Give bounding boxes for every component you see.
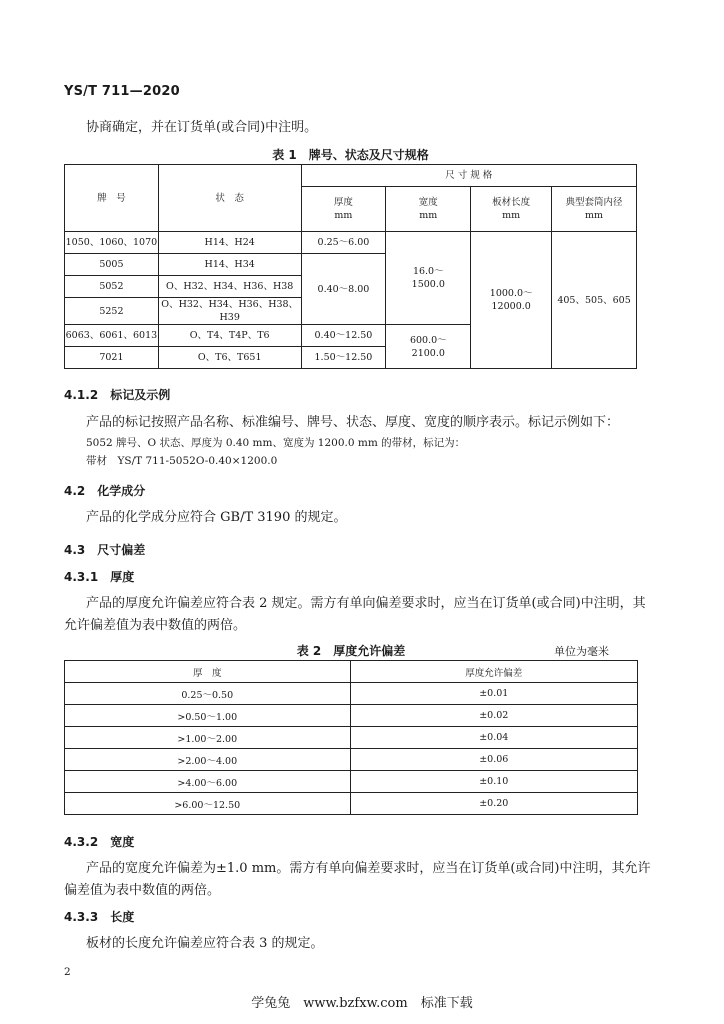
col-header-width: 宽度 mm [386, 187, 471, 232]
grade-cell: 1050、1060、1070 [65, 232, 159, 254]
grade-cell: 6063、6061、6013 [65, 325, 159, 347]
temper-cell: H14、H24 [158, 232, 301, 254]
thickness-cell: 1.50～12.50 [301, 347, 386, 369]
section-4-2-text: 产品的化学成分应符合 GB/T 3190 的规定。 [86, 510, 347, 525]
page-number: 2 [64, 966, 71, 978]
table1-caption: 表 1 牌号、状态及尺寸规格 [272, 148, 429, 162]
section-4-3-3-heading: 4.3.3 长度 [64, 910, 135, 924]
table2-unit: 单位为毫米 [554, 645, 609, 658]
intro-line: 协商确定，并在订货单(或合同)中注明。 [86, 120, 318, 135]
footer-watermark: 学兔兔 www.bzfxw.com 标准下载 [251, 996, 473, 1011]
width-cell: 16.0～ 1500.0 [386, 232, 471, 325]
standard-number-header: YS/T 711—2020 [64, 84, 180, 99]
thickness-cell: >6.00～12.50 [65, 793, 351, 815]
col-header-size-group: 尺 寸 规 格 [301, 165, 636, 187]
thickness-cell: >0.50～1.00 [65, 705, 351, 727]
tolerance-cell: ±0.02 [350, 705, 638, 727]
section-4-3-2-text-line2: 偏差值为表中数值的两倍。 [64, 883, 221, 898]
marking-example: 带材 YS/T 711-5052O-0.40×1200.0 [86, 455, 278, 467]
section-4-3-1-text-line1: 产品的厚度允许偏差应符合表 2 规定。需方有单向偏差要求时，应当在订货单(或合同)中注明，其 [86, 596, 646, 611]
section-4-3-heading: 4.3 尺寸偏差 [64, 543, 146, 557]
section-4-3-2-text-line1: 产品的宽度允许偏差为±1.0 mm。需方有单向偏差要求时，应当在订货单(或合同)中注明，其允许 [86, 861, 651, 876]
thickness-cell: 0.40～8.00 [301, 254, 386, 325]
grade-cell: 5252 [65, 298, 159, 325]
tolerance-cell: ±0.01 [350, 683, 638, 705]
section-4-3-1-heading: 4.3.1 厚度 [64, 570, 135, 584]
col-header-thickness: 厚 度 [65, 661, 351, 683]
marking-example-desc: 5052 牌号、O 状态、厚度为 0.40 mm、宽度为 1200.0 mm 的带材，标记为： [86, 437, 466, 449]
thickness-cell: >4.00～6.00 [65, 771, 351, 793]
thickness-cell: 0.25～0.50 [65, 683, 351, 705]
temper-cell: O、T4、T4P、T6 [158, 325, 301, 347]
tolerance-cell: ±0.10 [350, 771, 638, 793]
temper-cell: O、H32、H34、H36、H38、H39 [158, 298, 301, 325]
tolerance-cell: ±0.06 [350, 749, 638, 771]
temper-cell: O、H32、H34、H36、H38 [158, 276, 301, 298]
section-4-3-2-heading: 4.3.2 宽度 [64, 835, 135, 849]
section-4-1-2-text: 产品的标记按照产品名称、标准编号、牌号、状态、厚度、宽度的顺序表示。标记示例如下： [86, 415, 620, 430]
col-header-grade: 牌 号 [65, 165, 159, 232]
temper-cell: O、T6、T651 [158, 347, 301, 369]
thickness-cell: 0.40～12.50 [301, 325, 386, 347]
section-4-2-heading: 4.2 化学成分 [64, 484, 146, 498]
sleeve-cell: 405、505、605 [552, 232, 637, 369]
table1-grade-temper-size [64, 164, 637, 369]
table2-caption: 表 2 厚度允许偏差 [296, 644, 406, 658]
table2-thickness-tolerance [64, 660, 638, 815]
col-header-sleeve: 典型套筒内径 mm [552, 187, 637, 232]
temper-cell: H14、H34 [158, 254, 301, 276]
grade-cell: 7021 [65, 347, 159, 369]
width-cell: 600.0～ 2100.0 [386, 325, 471, 369]
tolerance-cell: ±0.04 [350, 727, 638, 749]
col-header-length: 板材长度 mm [471, 187, 552, 232]
length-cell: 1000.0～ 12000.0 [471, 232, 552, 369]
grade-cell: 5005 [65, 254, 159, 276]
thickness-cell: 0.25～6.00 [301, 232, 386, 254]
col-header-tolerance: 厚度允许偏差 [350, 661, 638, 683]
tolerance-cell: ±0.20 [350, 793, 638, 815]
thickness-cell: >1.00～2.00 [65, 727, 351, 749]
section-4-1-2-heading: 4.1.2 标记及示例 [64, 388, 171, 402]
section-4-3-3-text: 板材的长度允许偏差应符合表 3 的规定。 [86, 936, 324, 951]
thickness-cell: >2.00～4.00 [65, 749, 351, 771]
section-4-3-1-text-line2: 允许偏差值为表中数值的两倍。 [64, 618, 247, 633]
col-header-temper: 状 态 [158, 165, 301, 232]
grade-cell: 5052 [65, 276, 159, 298]
col-header-thickness: 厚度 mm [301, 187, 386, 232]
